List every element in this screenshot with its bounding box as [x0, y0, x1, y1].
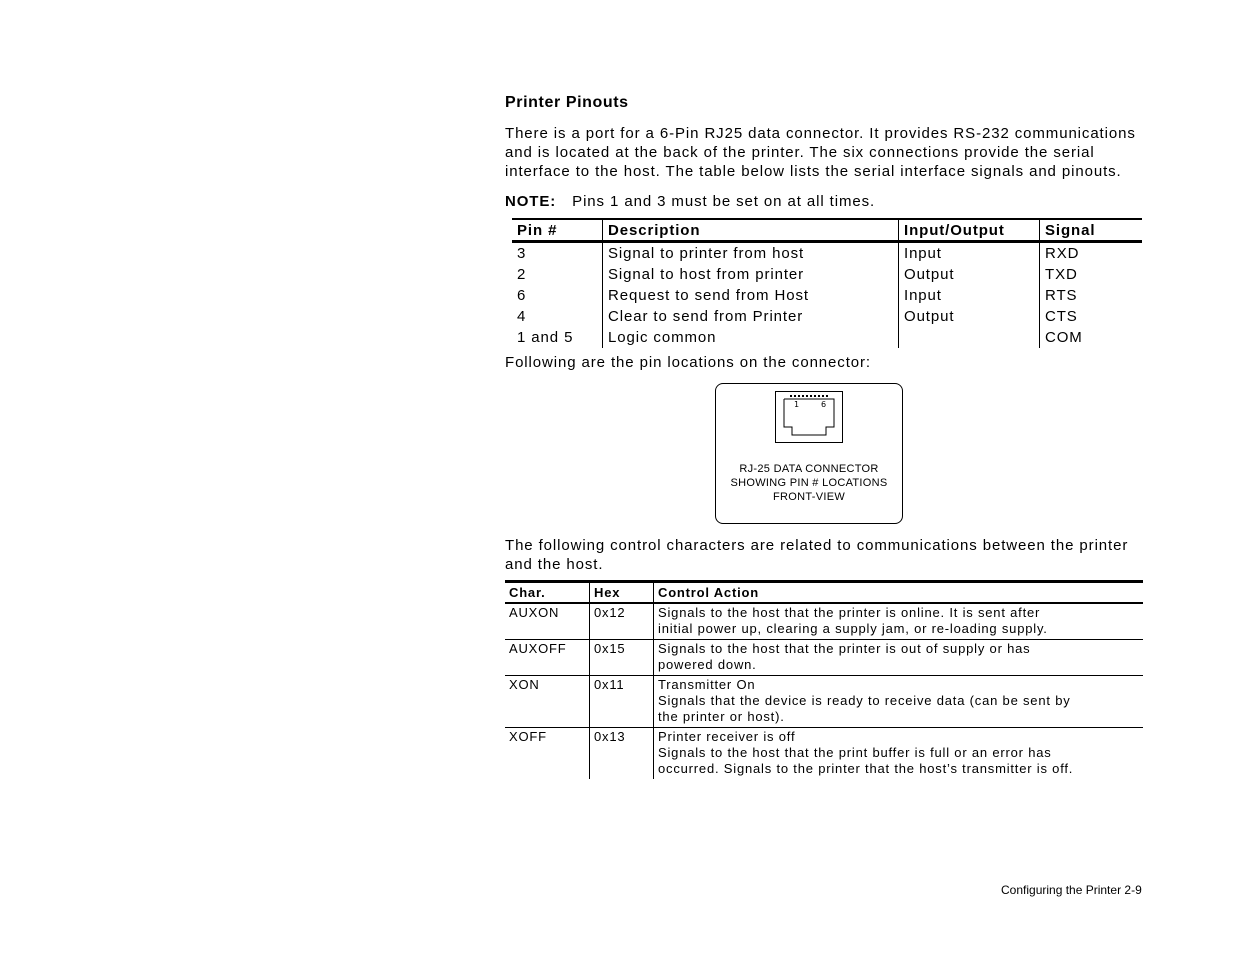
hex-cell: 0x15: [590, 640, 654, 676]
char-header: Char.: [505, 582, 590, 604]
note-label: NOTE:: [505, 193, 557, 210]
io-cell: Output: [899, 264, 1040, 285]
action-line: Signals to the host that the print buffer is full or an error has: [658, 745, 1052, 760]
pin-cell: 6: [517, 287, 527, 304]
connector-intro: Following are the pin locations on the connector:: [505, 354, 871, 371]
char-cell: AUXON: [505, 603, 590, 640]
table-row: [512, 327, 1142, 348]
pin-header: Pin #: [512, 219, 603, 242]
hex-header: Hex: [590, 582, 654, 604]
char-cell: XON: [505, 676, 590, 728]
description-cell: Signal to printer from host: [603, 242, 899, 265]
io-cell: [899, 327, 1040, 348]
page-footer: Configuring the Printer 2-9: [1001, 883, 1142, 897]
section-title: Printer Pinouts: [505, 94, 629, 111]
action-line: Signals that the device is ready to receive data (can be sent by: [658, 693, 1071, 708]
signal-cell: CTS: [1040, 306, 1143, 327]
table-row: [512, 242, 1142, 265]
table-row: [505, 676, 1143, 728]
char-cell: AUXOFF: [505, 640, 590, 676]
pin-cell: 4: [517, 308, 527, 325]
table-row: [505, 728, 1143, 780]
note-text: Pins 1 and 3 must be set on at all times.: [572, 193, 876, 210]
hex-cell: 0x13: [590, 728, 654, 780]
intro-paragraph: There is a port for a 6-Pin RJ25 data connector. It provides RS-232 communications and is located at the back of the printer. The six connections provide the serial interface to the host. The table below lists the serial interface signals and pinouts.: [505, 125, 1136, 180]
connector-caption-line: RJ-25 DATA CONNECTOR: [739, 463, 879, 475]
action-cell: [654, 603, 1144, 640]
pin-cell: 2: [517, 266, 527, 283]
page-content: [505, 94, 1155, 779]
pin-cell: 3: [517, 245, 527, 262]
pinout-header-row: [512, 219, 1142, 242]
description-cell: Logic common: [603, 327, 899, 348]
connector-diagram: [715, 383, 903, 524]
action-line: Signals to the host that the printer is out of supply or has: [658, 641, 1031, 656]
action-line: initial power up, clearing a supply jam, or re-loading supply.: [658, 621, 1048, 636]
control-intro: The following control characters are related to communications between the printer and the host.: [505, 537, 1129, 573]
table-row: [505, 603, 1143, 640]
action-line: Signals to the host that the printer is online. It is sent after: [658, 605, 1041, 620]
signal-cell: COM: [1040, 327, 1143, 348]
table-row: [505, 640, 1143, 676]
io-cell: Output: [899, 306, 1040, 327]
hex-cell: 0x12: [590, 603, 654, 640]
description-cell: Request to send from Host: [603, 285, 899, 306]
connector-caption-line: FRONT-VIEW: [772, 491, 846, 503]
description-cell: Signal to host from printer: [603, 264, 899, 285]
signal-cell: RXD: [1040, 242, 1143, 265]
action-cell: [654, 728, 1144, 780]
io-cell: Input: [899, 242, 1040, 265]
action-line: Printer receiver is off: [658, 729, 796, 744]
action-line: Transmitter On: [658, 677, 756, 692]
table-row: [512, 306, 1142, 327]
io-header: Input/Output: [899, 219, 1040, 242]
signal-header: Signal: [1040, 219, 1143, 242]
signal-cell: RTS: [1040, 285, 1143, 306]
action-cell: [654, 676, 1144, 728]
signal-cell: TXD: [1040, 264, 1143, 285]
action-line: powered down.: [658, 657, 757, 672]
control-characters-table: [505, 580, 1143, 779]
control-action-header: Control Action: [654, 582, 1144, 604]
pin-6-label: 6: [821, 400, 827, 409]
pin-cell: 1 and 5: [517, 329, 574, 346]
hex-cell: 0x11: [590, 676, 654, 728]
connector-caption-line: SHOWING PIN # LOCATIONS: [730, 477, 888, 489]
table-row: [512, 264, 1142, 285]
connector-caption: [716, 462, 902, 504]
control-header-row: [505, 582, 1143, 604]
pinout-table: [512, 218, 1142, 348]
description-cell: Clear to send from Printer: [603, 306, 899, 327]
description-header: Description: [603, 219, 899, 242]
rj25-jack-icon: [775, 391, 843, 443]
note: [505, 193, 1155, 210]
io-cell: Input: [899, 285, 1040, 306]
pin-1-label: 1: [794, 400, 800, 409]
action-line: occurred. Signals to the printer that the host’s transmitter is off.: [658, 761, 1074, 776]
table-row: [512, 285, 1142, 306]
char-cell: XOFF: [509, 729, 547, 744]
action-line: the printer or host).: [658, 709, 785, 724]
action-cell: [654, 640, 1144, 676]
